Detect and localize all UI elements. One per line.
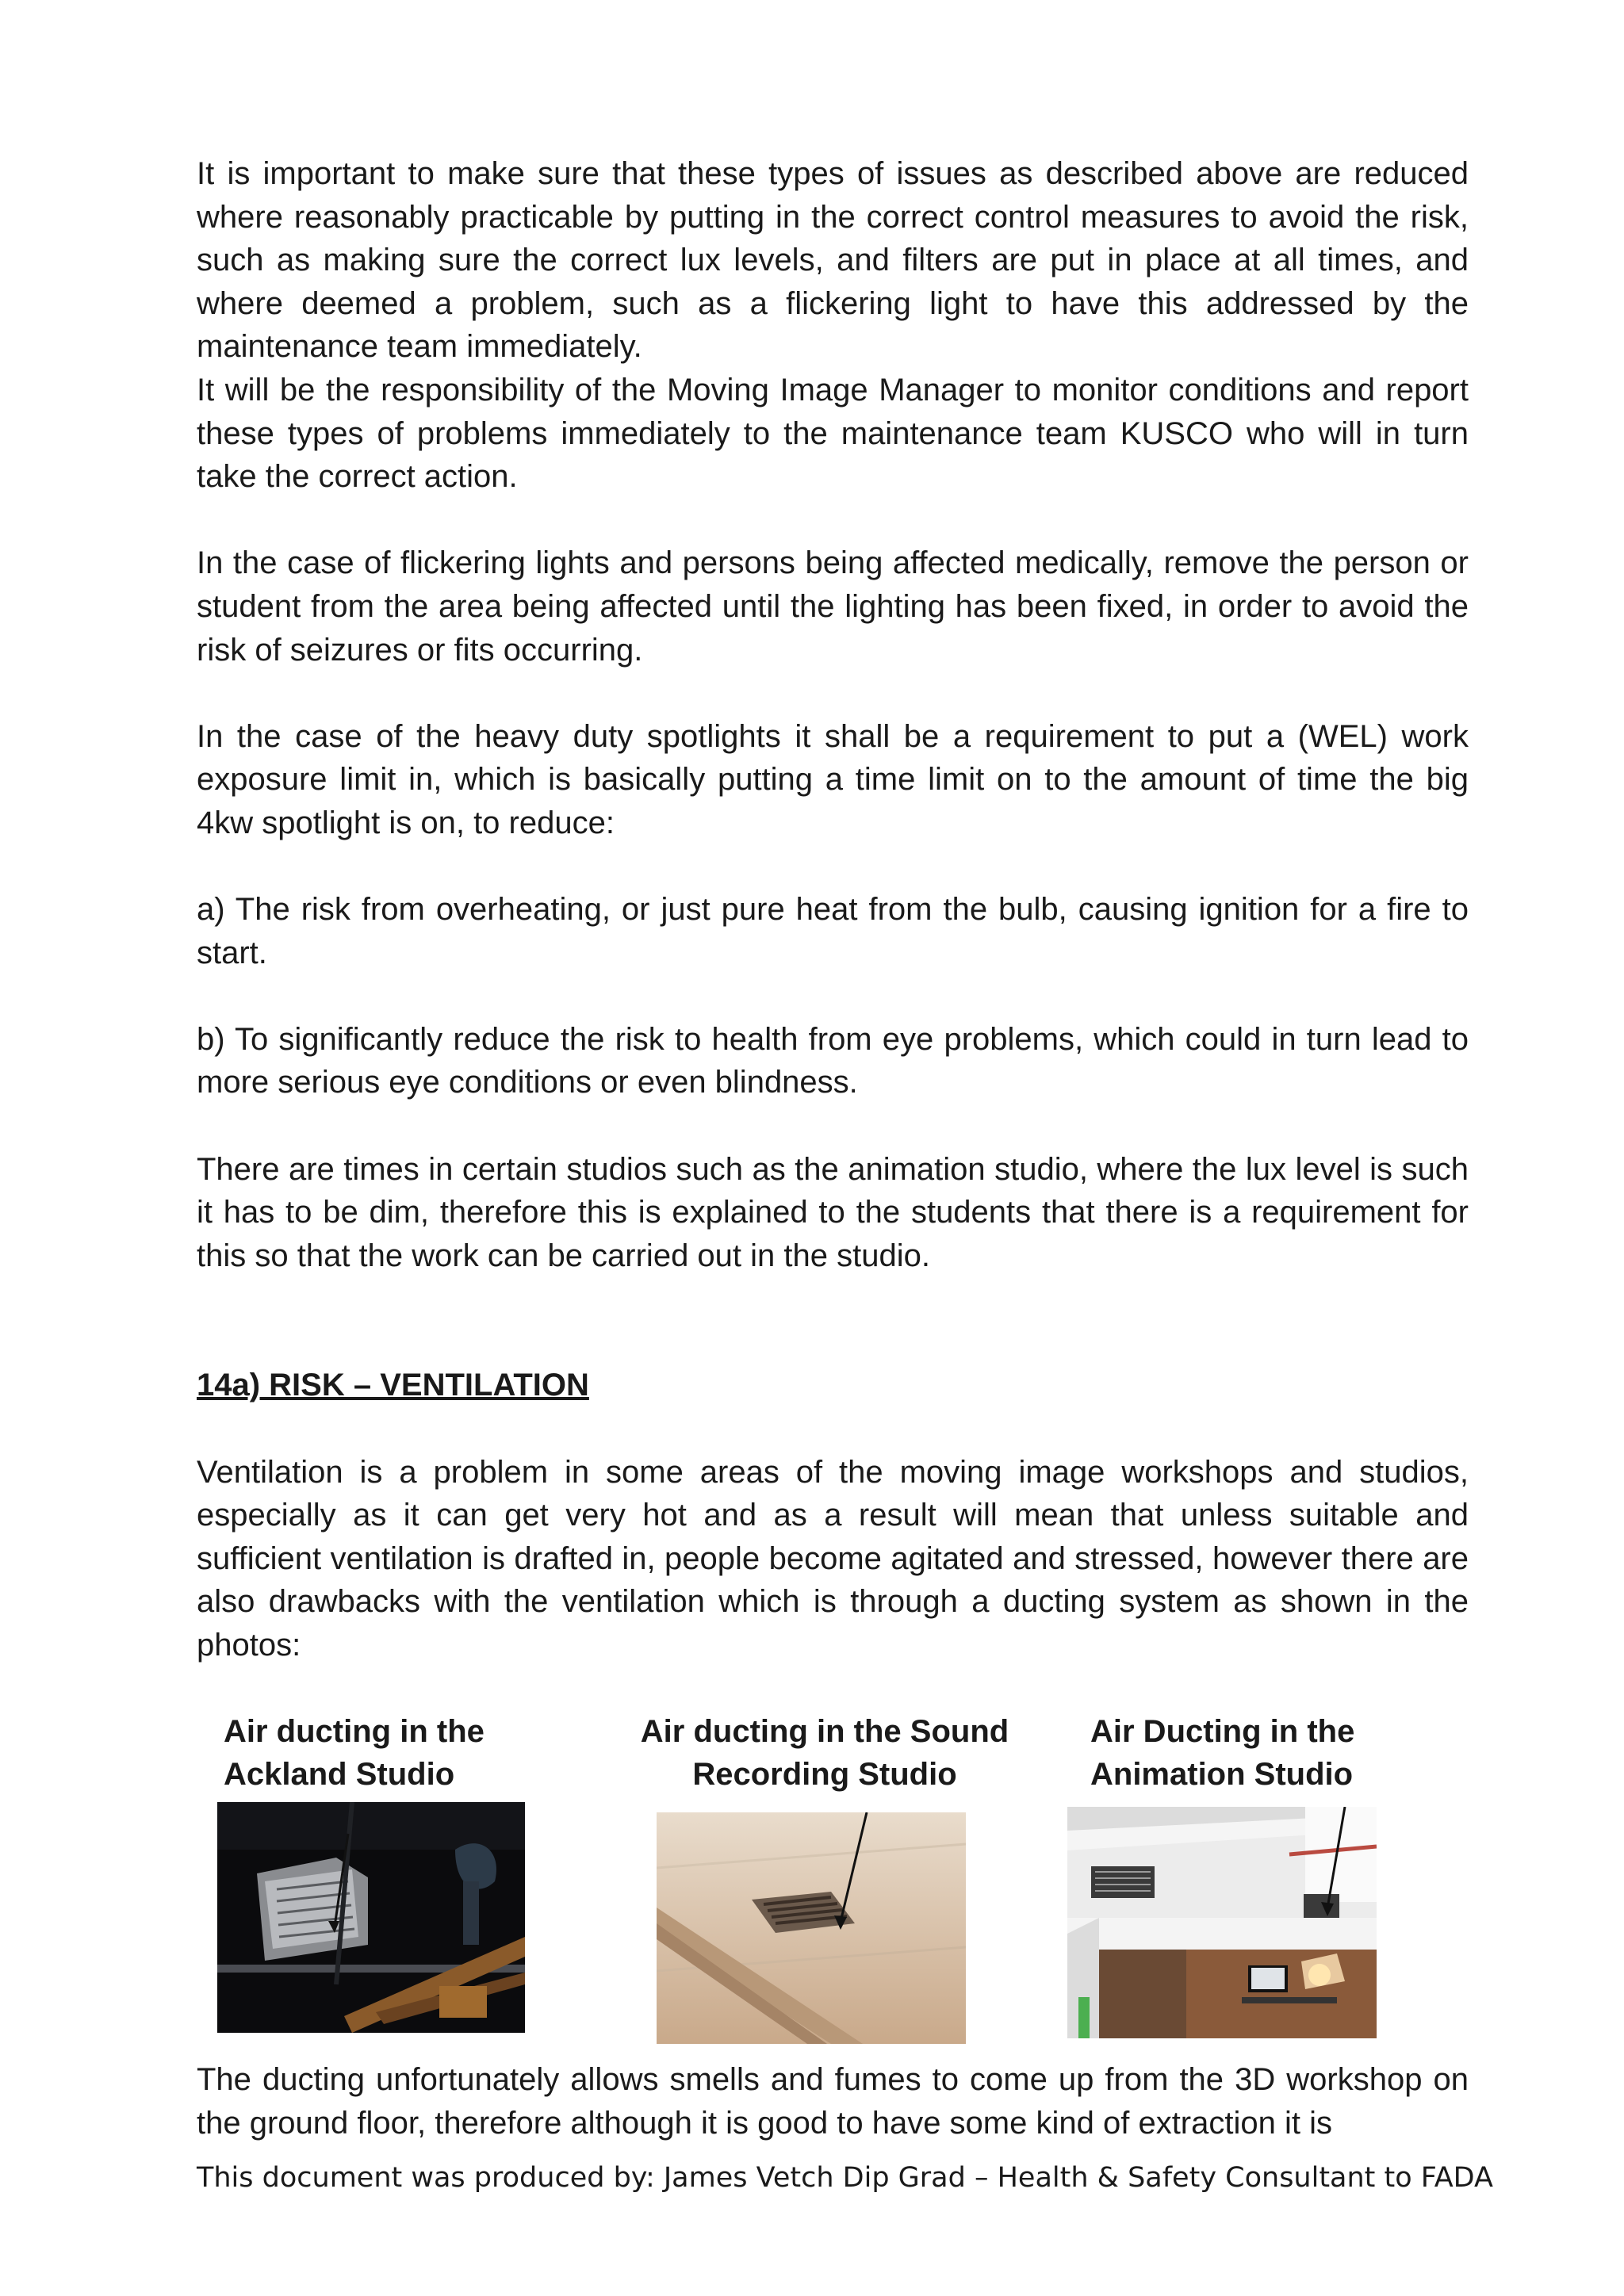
paragraph-ducting-fumes: The ducting unfortunately allows smells and fumes to come up from the 3D workshop on the ground floor, therefore although it is good to have some kind of extraction it is: [197, 2062, 1469, 2141]
caption-ackland-studio: Air ducting in the Ackland Studio: [224, 1714, 485, 1792]
page-footer: This document was produced by: James Vetch Dip Grad – Health & Safety Consultant to FADA: [197, 2162, 1493, 2194]
paragraph-point-a: a) The risk from overheating, or just pure heat from the bulb, causing ignition for a fire to start.: [197, 892, 1469, 970]
closing-text: [197, 2058, 1469, 2145]
paragraph-flickering-lights: In the case of flickering lights and persons being affected medically, remove the person or student from the area being affected until the lighting has been fixed, in order to avoid the risk of seizures or fits occurring.: [197, 545, 1469, 668]
section-heading: 14a) RISK – VENTILATION: [197, 1368, 589, 1403]
paragraph-point-b: b) To significantly reduce the risk to health from eye problems, which could in turn lead to more serious eye conditions or even blindness.: [197, 1021, 1469, 1100]
caption-sound-recording-studio: Air ducting in the Sound Recording Studio: [640, 1714, 1009, 1792]
paragraph-spotlights: In the case of the heavy duty spotlights it shall be a requirement to put a (WEL) work exposure limit in, which is basically putting a time limit on to the amount of time the big 4kw spotlight is on, to reduce:: [197, 718, 1469, 840]
paragraph-ventilation: Ventilation is a problem in some areas of the moving image workshops and studios, especially as it can get very hot and as a result will mean that unless suitable and sufficient ventilation is drafted in, people become agitated and stressed, however there are also drawbacks with the ventilation which is through a ducting system as shown in the photos:: [197, 1454, 1469, 1663]
photo-ackland-studio: [217, 1802, 525, 2033]
paragraph-control-measures: It is important to make sure that these types of issues as described above are reduced where reasonably practicable by putting in the correct control measures to avoid the risk, such as making sure the correct lux levels, and filters are put in place at all times, and where deemed a problem, such as a flickering light to have this addressed by the maintenance team immediately.: [197, 156, 1469, 365]
photo-animation-studio: [1067, 1807, 1377, 2038]
paragraph-dim-lighting: There are times in certain studios such as the animation studio, where the lux level is such it has to be dim, therefore this is explained to the students that there is a requirement for this so that the work can be carried out in the studio.: [197, 1151, 1469, 1273]
paragraph-responsibility: It will be the responsibility of the Moving Image Manager to monitor conditions and report these types of problems immediately to the maintenance team KUSCO who will in turn take the correct action.: [197, 372, 1469, 495]
caption-animation-studio: Air Ducting in the Animation Studio: [1090, 1714, 1355, 1792]
main-body-text: [197, 152, 1469, 1667]
photo-sound-recording-studio: [657, 1812, 966, 2044]
